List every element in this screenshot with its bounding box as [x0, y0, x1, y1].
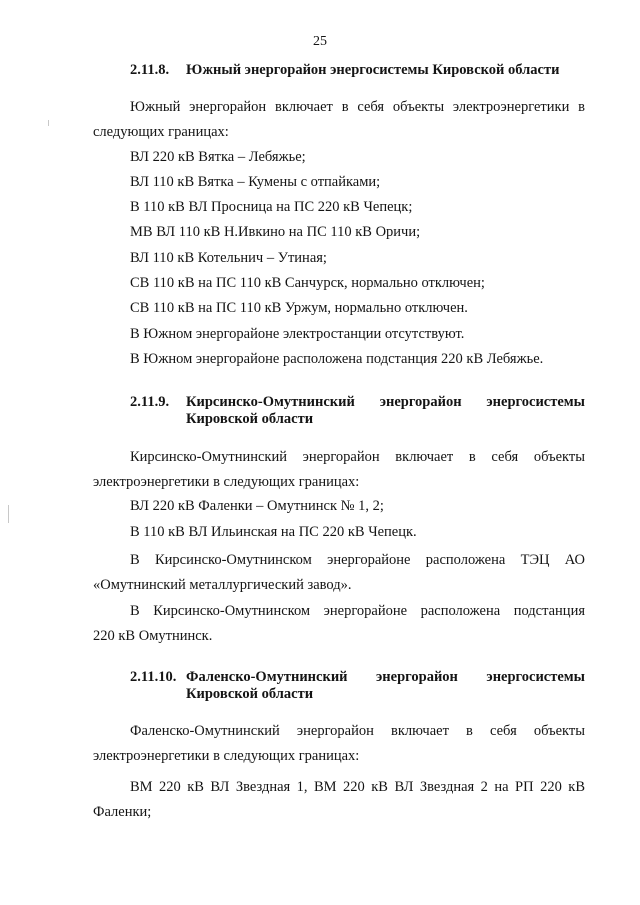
- section-title: [186, 394, 585, 428]
- scan-artifact: [48, 120, 49, 126]
- section-title: [186, 669, 585, 703]
- power-plant-paragraph: [93, 548, 585, 598]
- boundary-item: ВЛ 220 кВ Вятка – Лебяжье;: [130, 149, 306, 165]
- paragraph-line: «Омутнинский металлургический завод».: [93, 577, 352, 593]
- paragraph-line: ВМ 220 кВ ВЛ Звездная 1, ВМ 220 кВ ВЛ Звездная 2 на РП 220 кВ: [130, 779, 585, 795]
- section-intro-paragraph: [93, 445, 585, 495]
- boundary-item: СВ 110 кВ на ПС 110 кВ Санчурск, нормально отключен;: [130, 275, 485, 291]
- paragraph-line: Кирсинско-Омутнинский энергорайон включает в себя объекты: [130, 449, 585, 465]
- substation-paragraph: [93, 599, 585, 649]
- page-number: 25: [313, 34, 327, 49]
- statement-line: В Южном энергорайоне расположена подстанция 220 кВ Лебяжье.: [130, 351, 544, 367]
- section-title-line: Кировской области: [186, 411, 314, 427]
- boundary-item: ВЛ 110 кВ Вятка – Кумены с отпайками;: [130, 174, 381, 190]
- paragraph-line: следующих границах:: [93, 124, 229, 140]
- paragraph-line: В Кирсинско-Омутнинском энергорайоне расположена ТЭЦ АО: [130, 552, 585, 568]
- paragraph-line: В Кирсинско-Омутнинском энергорайоне расположена подстанция: [130, 603, 585, 619]
- paragraph-line: электроэнергетики в следующих границах:: [93, 474, 360, 490]
- paragraph-line: Южный энергорайон включает в себя объекты электроэнергетики в: [130, 99, 585, 115]
- scan-artifact: [8, 505, 9, 523]
- section-title-line: Кирсинско-Омутнинский энергорайон энергосистемы: [186, 394, 585, 410]
- boundary-item: В 110 кВ ВЛ Ильинская на ПС 220 кВ Чепецк.: [130, 524, 417, 540]
- section-number: 2.11.8.: [130, 62, 170, 78]
- boundary-paragraph: [93, 775, 585, 825]
- section-title: Южный энергорайон энергосистемы Кировской области: [186, 62, 560, 78]
- section-heading-2-11-9: [130, 394, 585, 428]
- section-title-line: Кировской области: [186, 686, 314, 702]
- paragraph-line: Фаленки;: [93, 804, 152, 820]
- paragraph-line: электроэнергетики в следующих границах:: [93, 748, 360, 764]
- boundary-item: СВ 110 кВ на ПС 110 кВ Уржум, нормально отключен.: [130, 300, 468, 316]
- paragraph-line: Фаленско-Омутнинский энергорайон включает в себя объекты: [130, 723, 585, 739]
- section-intro-paragraph: [93, 95, 585, 145]
- statement-line: В Южном энергорайоне электростанции отсутствуют.: [130, 326, 465, 342]
- section-title-line: Фаленско-Омутнинский энергорайон энергосистемы: [186, 669, 585, 685]
- section-heading-2-11-8: [130, 62, 585, 79]
- boundary-item: В 110 кВ ВЛ Просница на ПС 220 кВ Чепецк;: [130, 199, 413, 215]
- section-intro-paragraph: [93, 719, 585, 769]
- boundary-item: ВЛ 220 кВ Фаленки – Омутнинск № 1, 2;: [130, 498, 384, 514]
- section-heading-2-11-10: [130, 669, 585, 703]
- boundary-item: МВ ВЛ 110 кВ Н.Ивкино на ПС 110 кВ Оричи;: [130, 224, 421, 240]
- section-number: 2.11.10.: [130, 669, 177, 685]
- boundary-item: ВЛ 110 кВ Котельнич – Утиная;: [130, 250, 327, 266]
- section-number: 2.11.9.: [130, 394, 170, 410]
- paragraph-line: 220 кВ Омутнинск.: [93, 628, 213, 644]
